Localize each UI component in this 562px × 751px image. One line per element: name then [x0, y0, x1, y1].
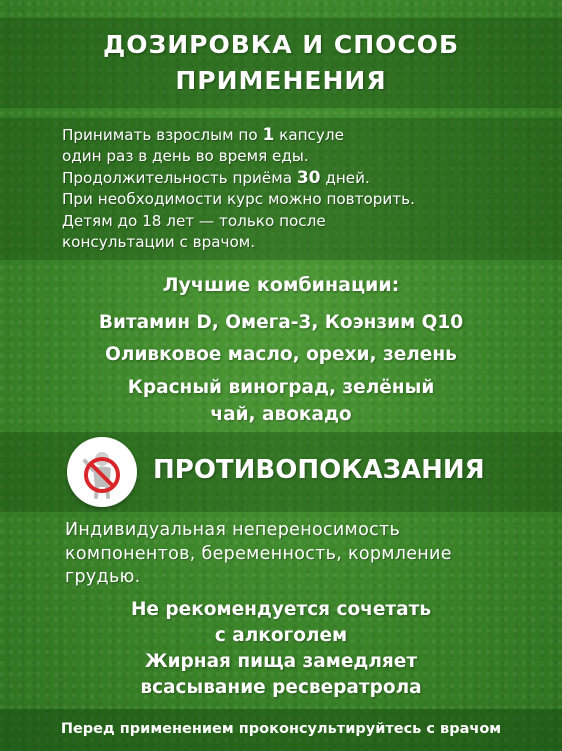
contraindications-title: ПРОТИВОПОКАЗАНИЯ — [153, 455, 485, 485]
warning-line: Жирная пища замедляет — [144, 651, 418, 672]
warning-line: с алкоголем — [214, 625, 348, 646]
warning-line: Не рекомендуется сочетать — [130, 599, 432, 620]
dosage-line-3: Продолжительность приёма 30 дней. — [62, 167, 370, 188]
no-entry-figure-icon — [67, 437, 137, 507]
footer-band — [0, 709, 562, 751]
dosage-line-6: консультации с врачом. — [62, 233, 256, 252]
dosage-instructions — [62, 125, 542, 253]
contraindications-text — [65, 519, 545, 590]
dosage-line-5: Детям до 18 лет — только после — [62, 211, 326, 230]
dosage-title-line1: ДОЗИРОВКА И СПОСОБ — [102, 30, 460, 59]
dosage-line-4: При необходимости курс можно повторить. — [62, 190, 415, 209]
contraindication-line: Индивидуальная непереносимость — [65, 520, 401, 540]
warning-line: всасывание ресвератрола — [140, 677, 422, 698]
combination-item: чай, авокадо — [210, 404, 352, 425]
contraindication-line: грудью. — [65, 567, 141, 587]
dosage-line-2: один раз в день во время еды. — [62, 147, 309, 166]
dosage-title-line2: ПРИМЕНЕНИЯ — [175, 66, 387, 95]
dosage-line-1: Принимать взрослым по 1 капсуле — [62, 125, 344, 145]
footer-text: Перед применением проконсультируйтесь с врачом — [60, 721, 502, 737]
capsule-count: 1 — [262, 125, 275, 145]
combinations-heading: Лучшие комбинации: — [162, 274, 400, 296]
combination-item: Красный виноград, зелёный — [127, 377, 435, 398]
course-days: 30 — [296, 167, 321, 188]
combination-item: Витамин D, Омега-3, Коэнзим Q10 — [98, 312, 464, 333]
contraindication-line: компонентов, беременность, кормление — [65, 543, 452, 564]
combination-item: Оливковое масло, орехи, зелень — [105, 344, 457, 365]
